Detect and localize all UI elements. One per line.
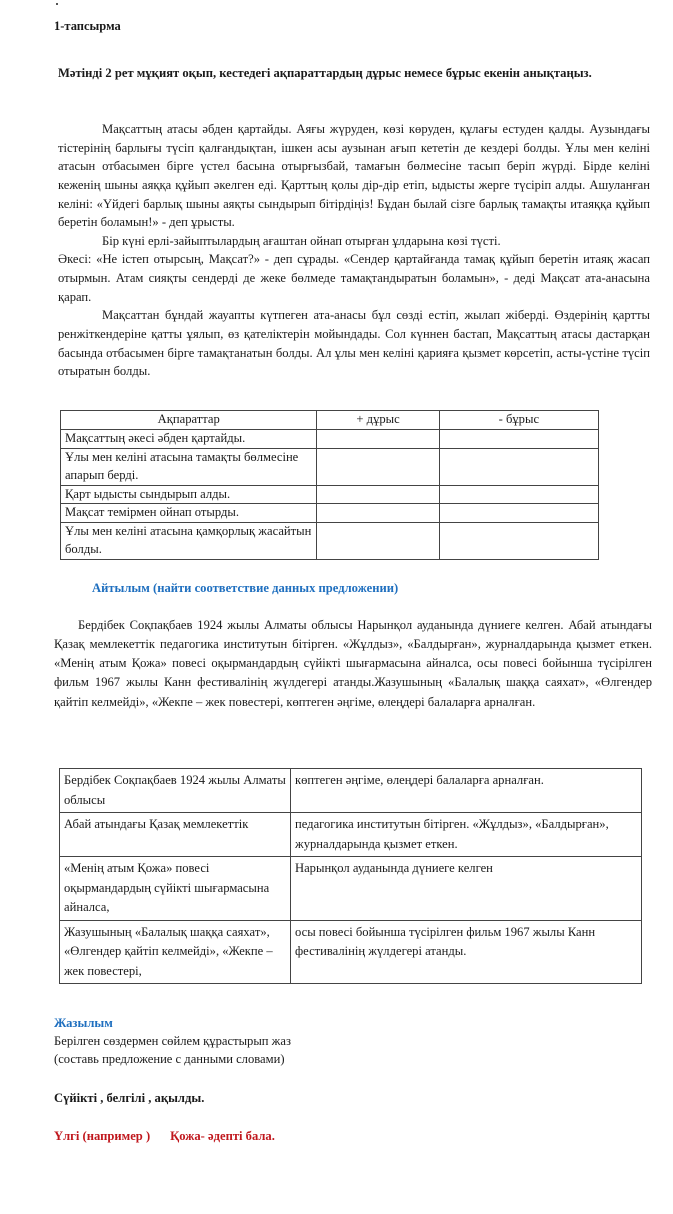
sentence-end-cell: педагогика институтын бітірген. «Жұлдыз», «Балдырған», журналдарында қызмет еткен. [291, 813, 642, 857]
false-answer-cell[interactable] [439, 485, 598, 504]
sentence-end-cell: Нарынқол ауданында дүниеге келген [291, 857, 642, 921]
true-answer-cell[interactable] [317, 429, 439, 448]
story-paragraph: Әкесі: «Не істеп отырсың, Мақсат?» - деп сұрады. «Сендер қартайғанда тамақ құйып беретін итаяқ жасап отырмын. Атам сияқты сендерді де жеке бөлмеде тамақтандыратын боламын», - деді Мақсат ата-анасына қарап. [58, 252, 650, 304]
story-paragraph: Бір күні ерлі-зайыптылардың ағаштан ойнап отырған ұлдарына көзі түсті. [102, 233, 501, 248]
table-row [61, 504, 599, 523]
false-answer-cell[interactable] [439, 429, 598, 448]
example-text: Қожа- әдепті бала. [170, 1129, 275, 1143]
sentence-end-cell: көптеген әңгіме, өлеңдері балаларға арналған. [291, 769, 642, 813]
biography-text [54, 616, 652, 712]
table-row [61, 429, 599, 448]
table-row [60, 769, 642, 813]
true-answer-cell[interactable] [317, 448, 439, 485]
writing-heading: Жазылым [54, 1016, 113, 1030]
example-label: Үлгі (например ) [54, 1129, 151, 1143]
sentence-start-cell: Жазушының «Балалық шаққа саяхат», «Өлгендер қайтіп келмейді», «Жекпе – жек повестері, [60, 920, 291, 984]
speaking-heading: Айтылым (найти соответствие данных предложении) [92, 581, 399, 595]
true-answer-cell[interactable] [317, 523, 439, 560]
table-header-row [61, 411, 599, 430]
true-answer-cell[interactable] [317, 485, 439, 504]
story-paragraph: Мақсаттың атасы әбден қартайды. Аяғы жүруден, көзі көруден, құлағы естуден қалды. Аузындағы тістерінің барлығы түсіп қалғандықтан, ішкен асы аузынан ағып кететін де кездері болды. Ұлы мен келіні атасын отбасымен бірге үстел басына отырғызбай, тамағын бөлмесіне тасып беріп жүрді. Бірде келіні кеженің шыны аяққа құйып әкелген еді. Қарттың қолы дір-дір етіп, ыдысты жерге түсіріп алды. Ашуланған келіні: «Үйдегі барлық шыны аяқты сындырып бітірдіңіз! Бұдан былай сізге барлық тамақты итаяққа құйып беретін боламын!» - деп ұрысты. [58, 122, 650, 230]
statement-cell: Мақсат темірмен ойнап отырды. [61, 504, 317, 523]
header-info: Ақпараттар [61, 411, 317, 430]
table-row [61, 523, 599, 560]
statement-cell: Ұлы мен келіні атасына тамақты бөлмесіне апарып берді. [61, 448, 317, 485]
header-false: - бұрыс [439, 411, 598, 430]
matching-table [59, 768, 642, 984]
example-line [54, 1128, 275, 1146]
true-false-table [60, 410, 599, 560]
table-row [60, 813, 642, 857]
header-true: + дұрыс [317, 411, 439, 430]
task-title: 1-тапсырма [54, 19, 121, 33]
statement-cell: Қарт ыдысты сындырып алды. [61, 485, 317, 504]
statement-cell: Мақсаттың әкесі әбден қартайды. [61, 429, 317, 448]
story-paragraph: Мақсаттан бұндай жауапты күтпеген ата-анасы бұл сөзді естіп, жылап жіберді. Өздерінің қартты ренжіткендеріне қатты ұялып, өз қателіктерін мойындады. Сол күннен бастап, Мақсаттың атасы дастарқан басында отбасымен бірге тамақтанатын болды. Ал ұлы мен келіні қарияға қызмет көрсетіп, асты-үстіне түсіп отыратын болды. [58, 308, 650, 379]
statement-cell: Ұлы мен келіні атасына қамқорлық жасайтын болды. [61, 523, 317, 560]
true-answer-cell[interactable] [317, 504, 439, 523]
biography-paragraph: Бердібек Соқпақбаев 1924 жылы Алматы облысы Нарынқол ауданында дүниеге келген. Абай атындағы Қазақ мемлекеттік педагогика институтын бітірген. «Жұлдыз», «Балдырған», журналдарында қызмет еткен. «Менің атым Қожа» повесі оқырмандардың сүйікті шығармасына айналса, осы повесі бойынша түсірілген фильм 1967 жылы Канн фестивалінің жүлдегері атанды.Жазушының «Балалық шаққа саяхат», «Өлгендер қайтіп келмейді», «Жекпе – жек повестері, көптеген әңгіме, өлеңдері балаларға арналған. [54, 618, 652, 709]
table-row [60, 857, 642, 921]
sentence-end-cell: осы повесі бойынша түсірілген фильм 1967 жылы Канн фестивалінің жүлдегері атанды. [291, 920, 642, 984]
false-answer-cell[interactable] [439, 448, 598, 485]
table-row [60, 920, 642, 984]
false-answer-cell[interactable] [439, 504, 598, 523]
writing-instruction-translation: (составь предложение с данными словами) [54, 1052, 285, 1066]
table-row [61, 448, 599, 485]
sentence-start-cell: «Менің атым Қожа» повесі оқырмандардың сүйікті шығармасына айналса, [60, 857, 291, 921]
false-answer-cell[interactable] [439, 523, 598, 560]
writing-instruction: Берілген сөздермен сөйлем құрастырып жаз [54, 1034, 291, 1048]
story-text [58, 120, 650, 381]
given-words: Сүйікті , белгілі , ақылды. [54, 1091, 205, 1105]
sentence-start-cell: Абай атындағы Қазақ мемлекеттік [60, 813, 291, 857]
sentence-start-cell: Бердібек Соқпақбаев 1924 жылы Алматы облысы [60, 769, 291, 813]
table-row [61, 485, 599, 504]
scan-speck [56, 3, 58, 5]
instruction: Мәтінді 2 рет мұқият оқып, кестедегі ақпараттардың дұрыс немесе бұрыс екенін анықтаңыз. [58, 66, 592, 80]
